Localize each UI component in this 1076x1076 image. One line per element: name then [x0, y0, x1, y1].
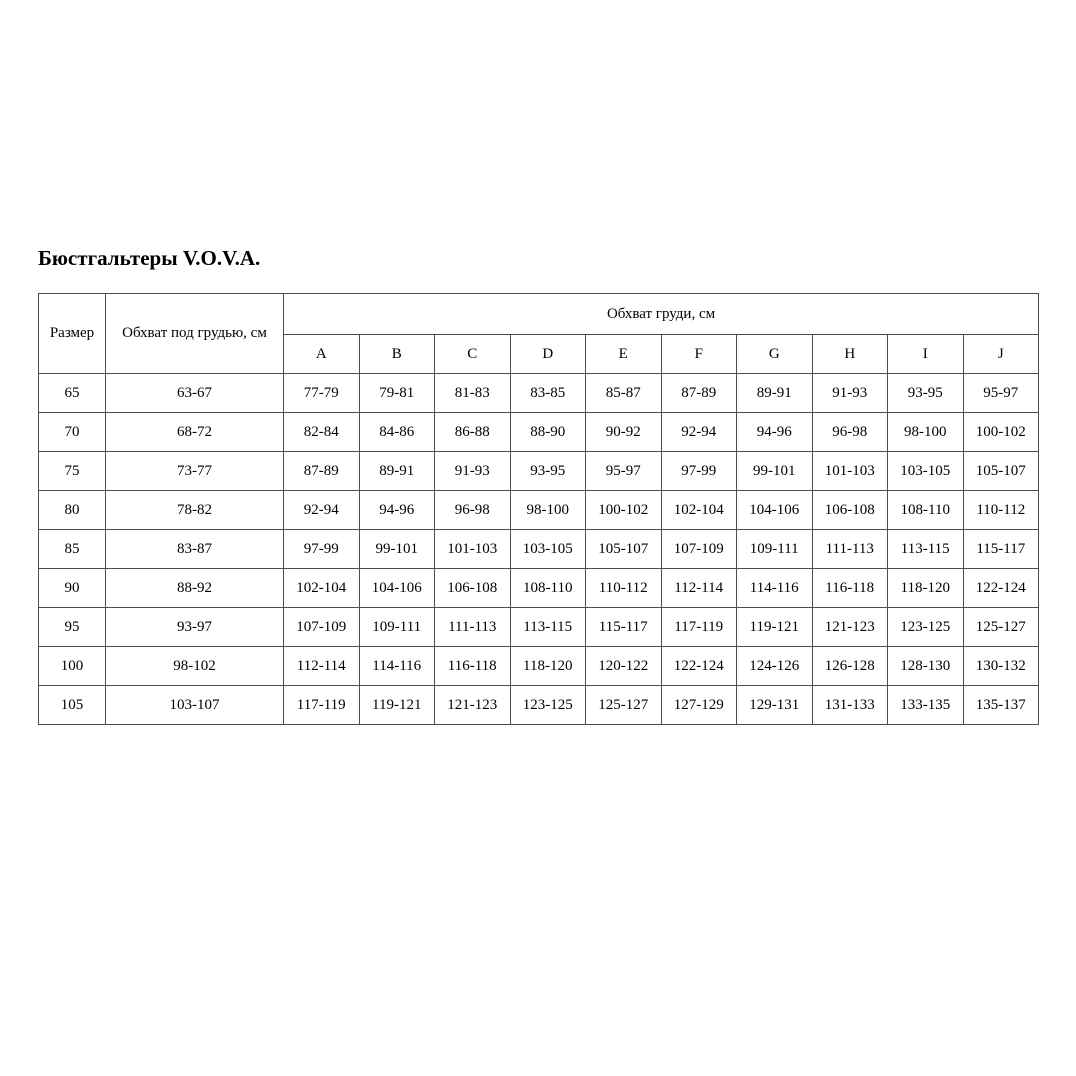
table-row: [39, 608, 1039, 647]
cup-cell: 114-116: [359, 647, 435, 686]
cup-letter-J: J: [963, 335, 1039, 374]
cup-cell: 82-84: [284, 413, 360, 452]
cup-cell: 135-137: [963, 686, 1039, 725]
cup-cell: 130-132: [963, 647, 1039, 686]
underbust-cell: 83-87: [106, 530, 284, 569]
cup-cell: 107-109: [284, 608, 360, 647]
cup-cell: 108-110: [888, 491, 964, 530]
cup-cell: 89-91: [737, 374, 813, 413]
size-cell: 100: [39, 647, 106, 686]
cup-cell: 103-105: [888, 452, 964, 491]
cup-cell: 90-92: [586, 413, 662, 452]
cup-cell: 117-119: [661, 608, 737, 647]
cup-cell: 101-103: [435, 530, 511, 569]
cup-cell: 98-100: [888, 413, 964, 452]
cup-cell: 102-104: [284, 569, 360, 608]
cup-cell: 79-81: [359, 374, 435, 413]
table-row: [39, 413, 1039, 452]
cup-cell: 131-133: [812, 686, 888, 725]
cup-cell: 104-106: [359, 569, 435, 608]
header-size: Размер: [39, 294, 106, 374]
cup-cell: 110-112: [586, 569, 662, 608]
cup-cell: 124-126: [737, 647, 813, 686]
cup-cell: 112-114: [284, 647, 360, 686]
cup-cell: 93-95: [510, 452, 586, 491]
cup-letter-D: D: [510, 335, 586, 374]
cup-cell: 101-103: [812, 452, 888, 491]
cup-cell: 92-94: [284, 491, 360, 530]
table-row: [39, 647, 1039, 686]
cup-cell: 98-100: [510, 491, 586, 530]
cup-cell: 87-89: [284, 452, 360, 491]
table-row: [39, 569, 1039, 608]
cup-letter-H: H: [812, 335, 888, 374]
table-row: [39, 452, 1039, 491]
cup-cell: 99-101: [737, 452, 813, 491]
cup-cell: 111-113: [435, 608, 511, 647]
cup-cell: 96-98: [435, 491, 511, 530]
cup-cell: 93-95: [888, 374, 964, 413]
underbust-cell: 68-72: [106, 413, 284, 452]
cup-cell: 122-124: [661, 647, 737, 686]
cup-cell: 125-127: [963, 608, 1039, 647]
page-title: Бюстгальтеры V.O.V.A.: [38, 246, 261, 270]
cup-cell: 110-112: [963, 491, 1039, 530]
cup-cell: 123-125: [888, 608, 964, 647]
size-chart-table: [38, 293, 1039, 725]
cup-cell: 88-90: [510, 413, 586, 452]
header-underbust: Обхват под грудью, см: [106, 294, 284, 374]
cup-cell: 126-128: [812, 647, 888, 686]
cup-cell: 129-131: [737, 686, 813, 725]
table-row: [39, 530, 1039, 569]
cup-cell: 105-107: [963, 452, 1039, 491]
table-row: [39, 686, 1039, 725]
cup-cell: 100-102: [586, 491, 662, 530]
cup-cell: 111-113: [812, 530, 888, 569]
cup-letter-A: A: [284, 335, 360, 374]
cup-cell: 127-129: [661, 686, 737, 725]
cup-cell: 121-123: [812, 608, 888, 647]
cup-cell: 133-135: [888, 686, 964, 725]
cup-cell: 119-121: [737, 608, 813, 647]
cup-cell: 104-106: [737, 491, 813, 530]
header-bust: Обхват груди, см: [284, 294, 1039, 335]
cup-letter-E: E: [586, 335, 662, 374]
cup-cell: 114-116: [737, 569, 813, 608]
cup-cell: 86-88: [435, 413, 511, 452]
cup-cell: 117-119: [284, 686, 360, 725]
cup-letter-G: G: [737, 335, 813, 374]
cup-letter-F: F: [661, 335, 737, 374]
cup-cell: 118-120: [510, 647, 586, 686]
cup-cell: 85-87: [586, 374, 662, 413]
cup-cell: 109-111: [737, 530, 813, 569]
table-row: [39, 374, 1039, 413]
cup-letter-I: I: [888, 335, 964, 374]
header-row-main: [39, 294, 1039, 335]
cup-cell: 107-109: [661, 530, 737, 569]
cup-cell: 103-105: [510, 530, 586, 569]
cup-cell: 83-85: [510, 374, 586, 413]
cup-cell: 115-117: [586, 608, 662, 647]
underbust-cell: 78-82: [106, 491, 284, 530]
underbust-cell: 103-107: [106, 686, 284, 725]
cup-cell: 84-86: [359, 413, 435, 452]
underbust-cell: 93-97: [106, 608, 284, 647]
cup-cell: 109-111: [359, 608, 435, 647]
cup-cell: 106-108: [812, 491, 888, 530]
cup-cell: 97-99: [661, 452, 737, 491]
underbust-cell: 73-77: [106, 452, 284, 491]
cup-cell: 112-114: [661, 569, 737, 608]
cup-cell: 118-120: [888, 569, 964, 608]
cup-cell: 100-102: [963, 413, 1039, 452]
underbust-cell: 98-102: [106, 647, 284, 686]
cup-cell: 123-125: [510, 686, 586, 725]
cup-cell: 115-117: [963, 530, 1039, 569]
cup-cell: 108-110: [510, 569, 586, 608]
cup-cell: 91-93: [435, 452, 511, 491]
cup-cell: 121-123: [435, 686, 511, 725]
cup-cell: 96-98: [812, 413, 888, 452]
table-header: [39, 294, 1039, 374]
cup-cell: 87-89: [661, 374, 737, 413]
size-cell: 90: [39, 569, 106, 608]
size-cell: 105: [39, 686, 106, 725]
cup-cell: 89-91: [359, 452, 435, 491]
cup-cell: 119-121: [359, 686, 435, 725]
cup-cell: 116-118: [812, 569, 888, 608]
cup-cell: 105-107: [586, 530, 662, 569]
cup-letter-C: C: [435, 335, 511, 374]
cup-cell: 120-122: [586, 647, 662, 686]
cup-cell: 95-97: [586, 452, 662, 491]
cup-cell: 102-104: [661, 491, 737, 530]
cup-cell: 91-93: [812, 374, 888, 413]
cup-cell: 94-96: [359, 491, 435, 530]
cup-cell: 95-97: [963, 374, 1039, 413]
size-cell: 70: [39, 413, 106, 452]
cup-cell: 92-94: [661, 413, 737, 452]
cup-cell: 106-108: [435, 569, 511, 608]
cup-cell: 94-96: [737, 413, 813, 452]
cup-cell: 99-101: [359, 530, 435, 569]
cup-cell: 125-127: [586, 686, 662, 725]
cup-cell: 77-79: [284, 374, 360, 413]
underbust-cell: 63-67: [106, 374, 284, 413]
cup-cell: 128-130: [888, 647, 964, 686]
cup-cell: 97-99: [284, 530, 360, 569]
size-cell: 65: [39, 374, 106, 413]
cup-cell: 116-118: [435, 647, 511, 686]
underbust-cell: 88-92: [106, 569, 284, 608]
cup-cell: 122-124: [963, 569, 1039, 608]
cup-cell: 81-83: [435, 374, 511, 413]
cup-letter-B: B: [359, 335, 435, 374]
size-cell: 95: [39, 608, 106, 647]
cup-cell: 113-115: [510, 608, 586, 647]
size-cell: 80: [39, 491, 106, 530]
size-cell: 85: [39, 530, 106, 569]
cup-cell: 113-115: [888, 530, 964, 569]
size-cell: 75: [39, 452, 106, 491]
table-body: [39, 374, 1039, 725]
table-row: [39, 491, 1039, 530]
